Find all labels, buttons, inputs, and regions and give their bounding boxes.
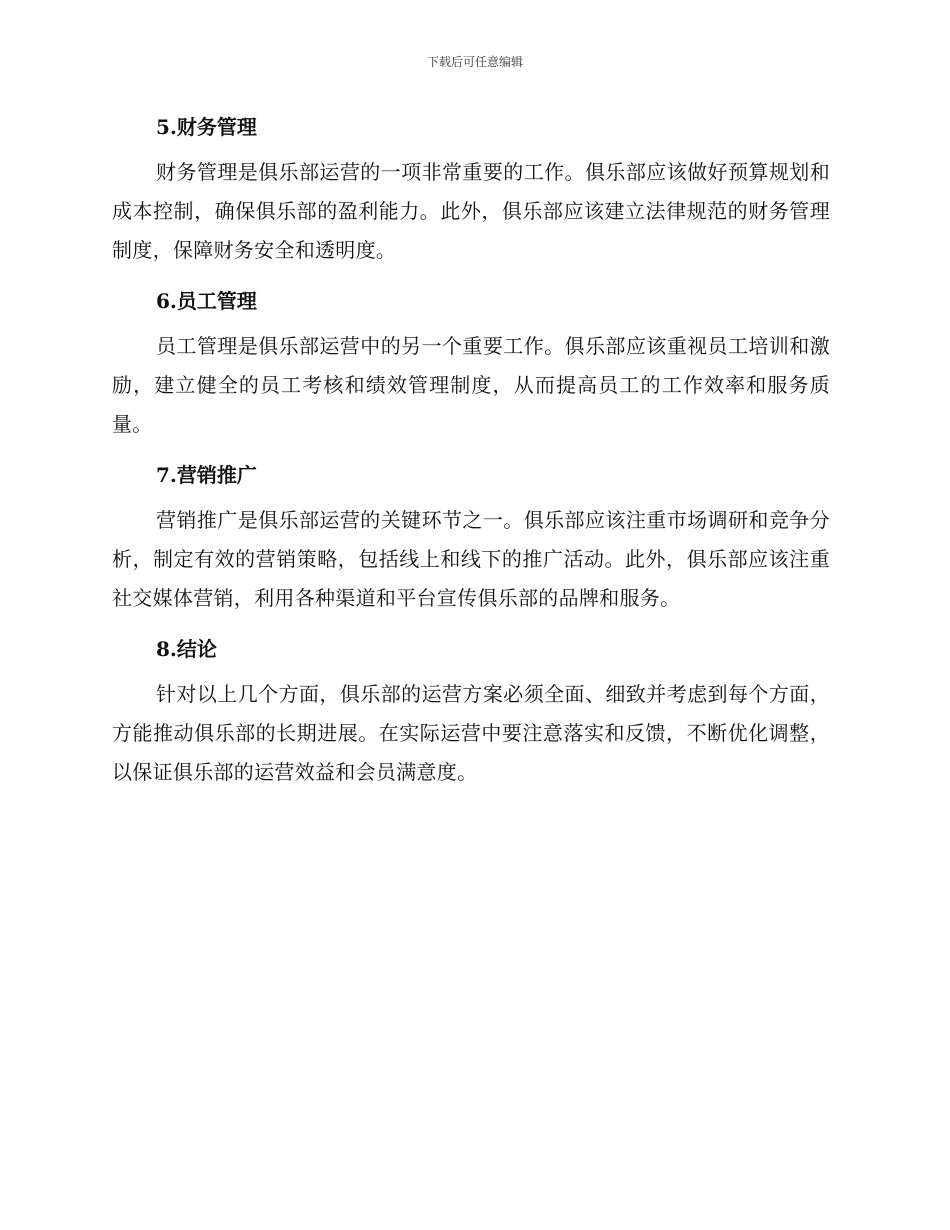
section-heading: 8.结论 (156, 637, 217, 661)
section-marketing (112, 456, 830, 618)
section-conclusion (112, 630, 830, 792)
section-paragraph: 针对以上几个方面，俱乐部的运营方案必须全面、细致并考虑到每个方面，方能推动俱乐部的长期进展。在实际运营中要注意落实和反馈，不断优化调整，以保证俱乐部的运营效益和会员满意度。 (112, 682, 830, 784)
section-finance (112, 108, 830, 270)
section-paragraph: 财务管理是俱乐部运营的一项非常重要的工作。俱乐部应该做好预算规划和成本控制，确保俱乐部的盈利能力。此外，俱乐部应该建立法律规范的财务管理制度，保障财务安全和透明度。 (112, 160, 830, 262)
section-heading: 5.财务管理 (156, 115, 257, 139)
section-paragraph: 员工管理是俱乐部运营中的另一个重要工作。俱乐部应该重视员工培训和激励，建立健全的员工考核和绩效管理制度，从而提高员工的工作效率和服务质量。 (112, 334, 830, 436)
section-paragraph: 营销推广是俱乐部运营的关键环节之一。俱乐部应该注重市场调研和竞争分析，制定有效的营销策略，包括线上和线下的推广活动。此外，俱乐部应该注重社交媒体营销，利用各种渠道和平台宣传俱乐部的品牌和服务。 (112, 508, 830, 610)
section-staff (112, 282, 830, 444)
section-heading: 7.营销推广 (156, 463, 257, 487)
page-header: 下载后可任意编辑 (426, 55, 523, 69)
section-heading: 6.员工管理 (156, 289, 257, 313)
document-content (112, 108, 830, 804)
